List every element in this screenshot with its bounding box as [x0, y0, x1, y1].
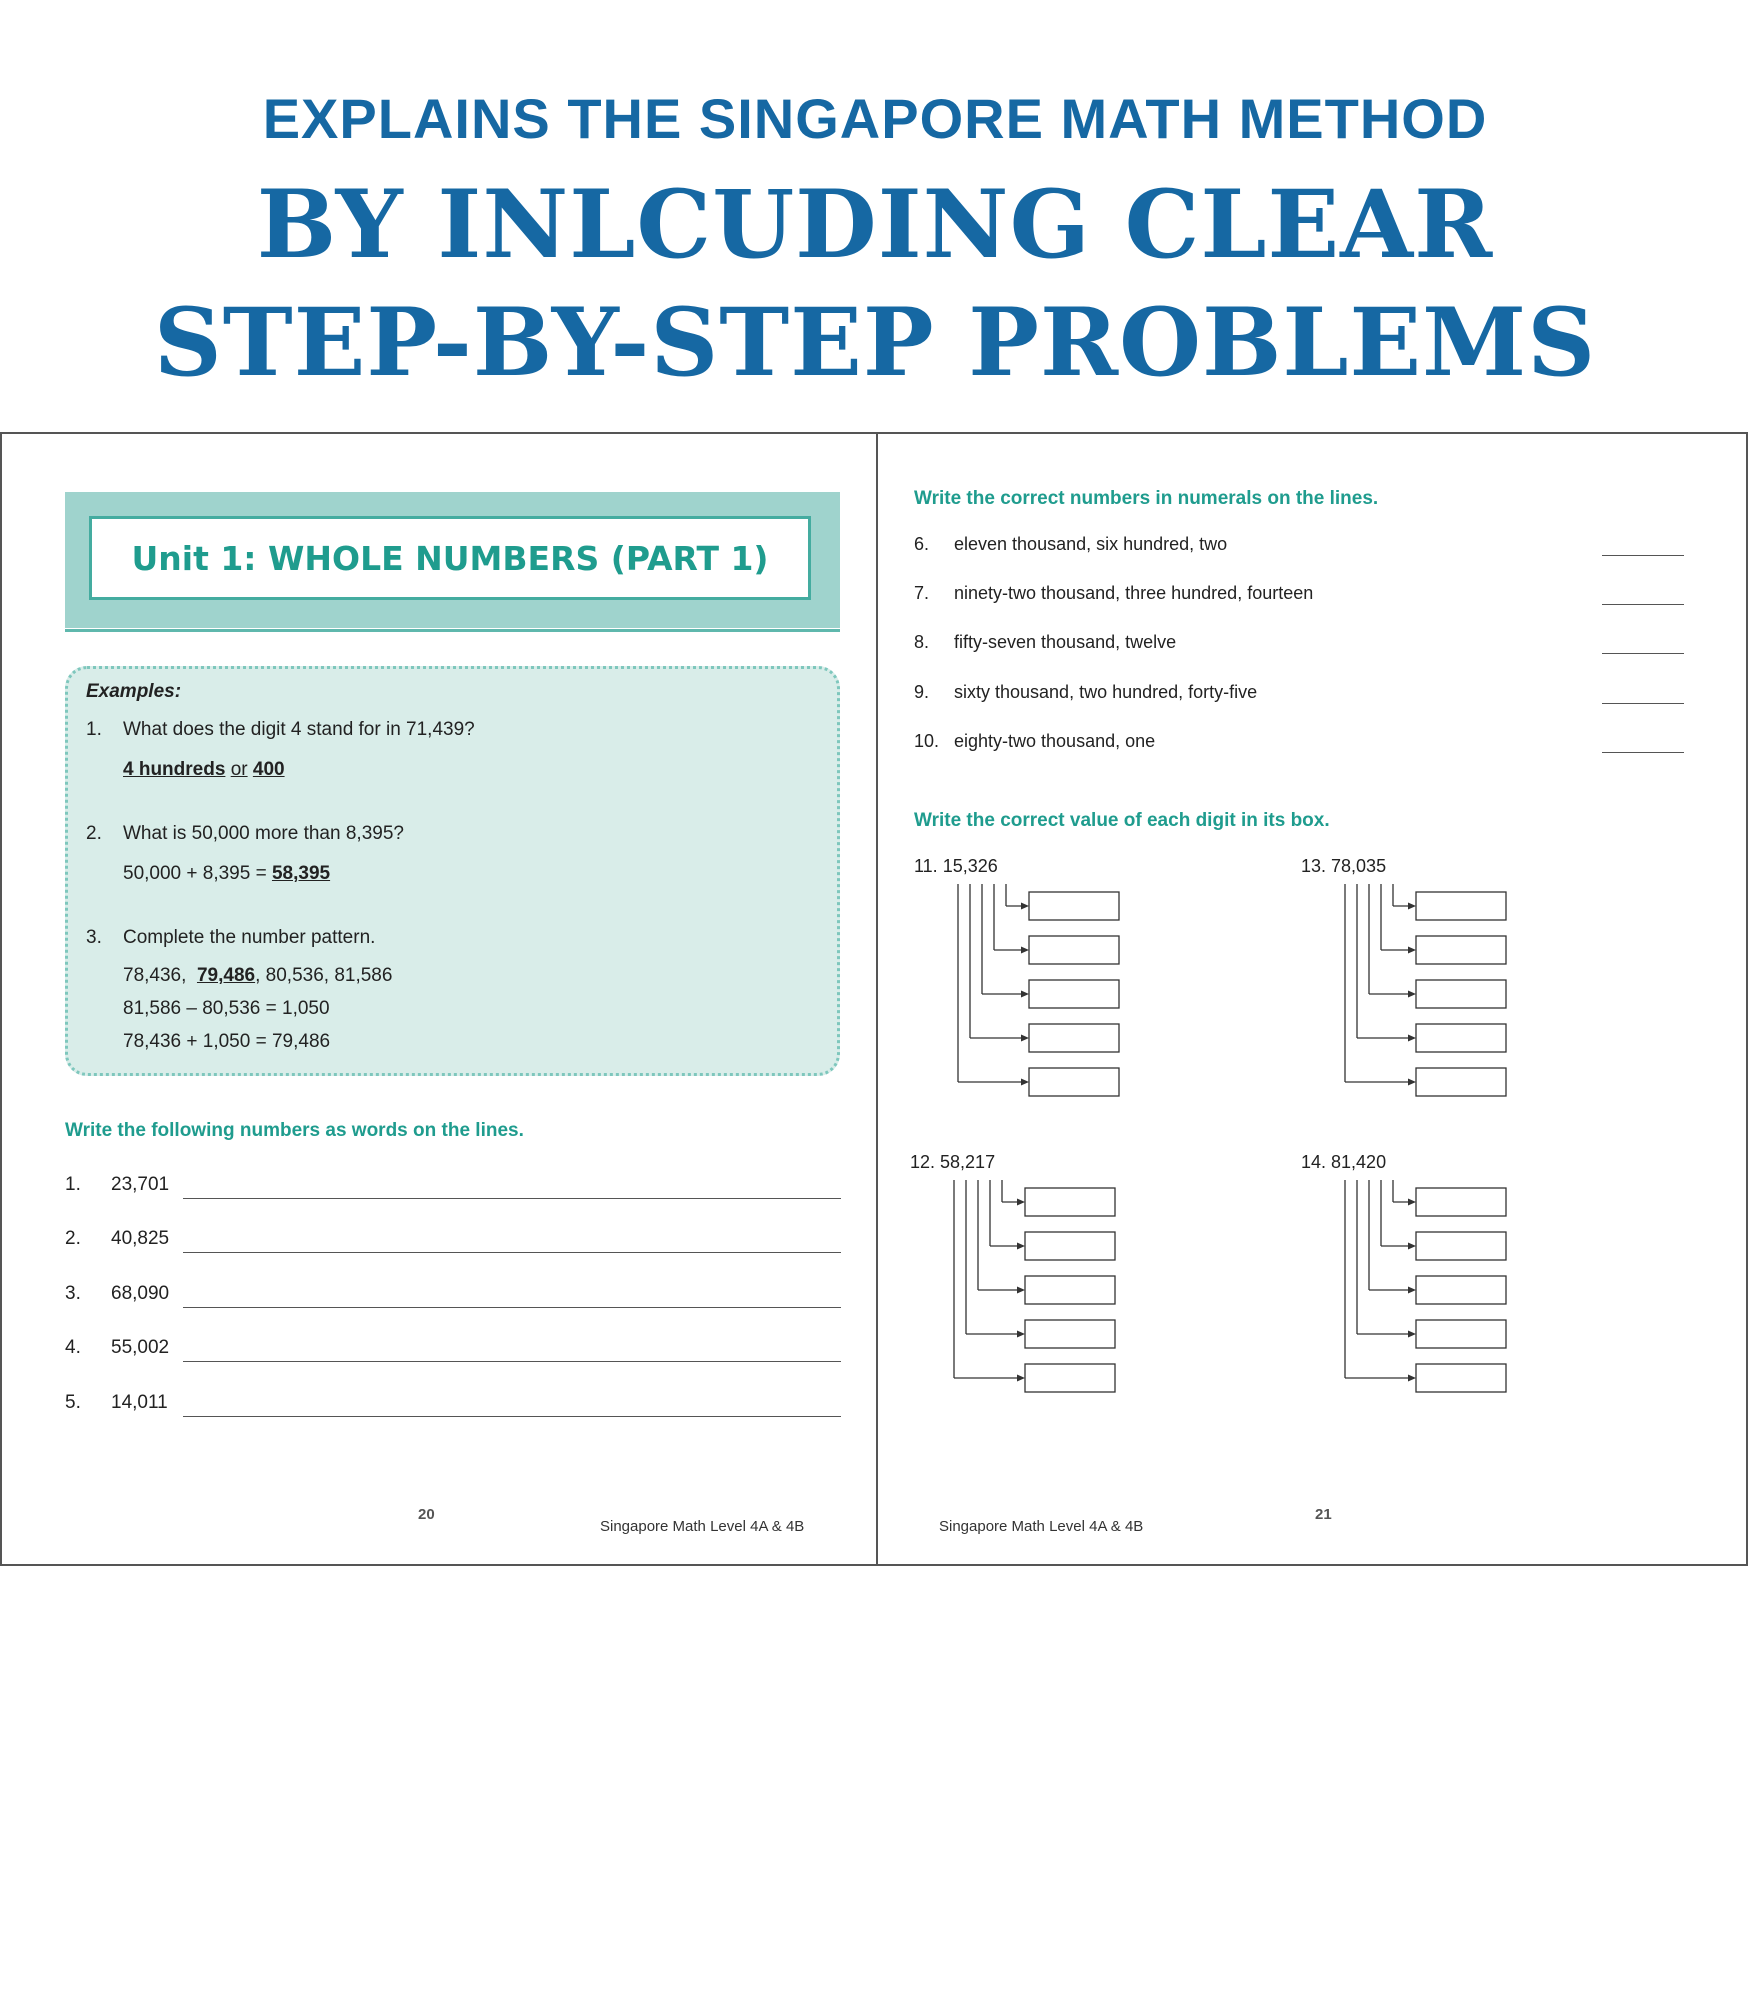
place-value-diagram	[914, 856, 1154, 1116]
digit-value-box[interactable]	[1416, 1364, 1506, 1392]
answer-line[interactable]	[183, 1416, 841, 1417]
headline-line-2: BY INLCUDING CLEAR	[256, 170, 1494, 280]
example-3-step-1: 81,586 – 80,536 = 1,050	[123, 998, 330, 1019]
answer-line[interactable]	[183, 1361, 841, 1362]
place-value-diagram	[1301, 1152, 1541, 1412]
arrow-icon	[1408, 1243, 1416, 1250]
unit-banner	[65, 492, 840, 628]
digit-problem-label: 11. 15,326	[914, 856, 998, 876]
digit-value-box[interactable]	[1029, 1024, 1119, 1052]
digit-problem-11	[914, 856, 1154, 1116]
digit-value-box[interactable]	[1025, 1232, 1115, 1260]
digit-value-box[interactable]	[1416, 1188, 1506, 1216]
arrow-icon	[1408, 991, 1416, 998]
words-row-5: 5. 14,011	[65, 1392, 841, 1422]
arrow-icon	[1408, 1331, 1416, 1338]
digit-value-box[interactable]	[1416, 1024, 1506, 1052]
digit-problem-12	[910, 1152, 1150, 1412]
digit-value-box[interactable]	[1025, 1320, 1115, 1348]
numerals-row-9: 9. sixty thousand, two hundred, forty-five	[914, 682, 1684, 712]
unit-title-box	[89, 516, 811, 600]
words-row-4: 4. 55,002	[65, 1337, 841, 1367]
arrow-icon	[1017, 1287, 1025, 1294]
page-number-left: 20	[418, 1506, 435, 1523]
digit-value-box[interactable]	[1029, 1068, 1119, 1096]
arrow-icon	[1021, 991, 1029, 998]
unit-title: Unit 1: WHOLE NUMBERS (PART 1)	[131, 538, 769, 578]
arrow-icon	[1408, 1035, 1416, 1042]
book-spine	[876, 434, 878, 1564]
digit-problem-label: 12. 58,217	[910, 1152, 996, 1172]
digit-value-box[interactable]	[1416, 1276, 1506, 1304]
arrow-icon	[1021, 947, 1029, 954]
place-value-diagram	[910, 1152, 1150, 1412]
arrow-icon	[1408, 903, 1416, 910]
arrow-icon	[1408, 1199, 1416, 1206]
examples-box	[65, 666, 840, 1076]
arrow-icon	[1017, 1375, 1025, 1382]
digit-value-box[interactable]	[1025, 1188, 1115, 1216]
example-1-number: 1.	[86, 719, 102, 740]
example-3-question: Complete the number pattern.	[123, 927, 376, 948]
digit-value-box[interactable]	[1416, 892, 1506, 920]
example-3-step-2: 78,436 + 1,050 = 79,486	[123, 1031, 331, 1052]
digit-value-box[interactable]	[1416, 1232, 1506, 1260]
digit-value-box[interactable]	[1029, 892, 1119, 920]
example-2-number: 2.	[86, 823, 102, 844]
answer-line[interactable]	[183, 1307, 841, 1308]
words-section-title: Write the following numbers as words on the lines.	[65, 1120, 524, 1141]
digit-value-box[interactable]	[1416, 980, 1506, 1008]
answer-line[interactable]	[183, 1252, 841, 1253]
numerals-row-8: 8. fifty-seven thousand, twelve	[914, 632, 1684, 662]
footer-right: Singapore Math Level 4A & 4B	[939, 1518, 1144, 1535]
page-number-right: 21	[1315, 1506, 1332, 1523]
example-3-number: 3.	[86, 927, 102, 948]
words-row-3: 3. 68,090	[65, 1283, 841, 1313]
arrow-icon	[1017, 1199, 1025, 1206]
arrow-icon	[1017, 1331, 1025, 1338]
arrow-icon	[1408, 1287, 1416, 1294]
digit-value-box[interactable]	[1025, 1276, 1115, 1304]
answer-blank[interactable]	[1602, 752, 1684, 753]
numerals-row-6: 6. eleven thousand, six hundred, two	[914, 534, 1684, 564]
answer-blank[interactable]	[1602, 653, 1684, 654]
numerals-section-title: Write the correct numbers in numerals on the lines.	[914, 488, 1379, 509]
example-3-pattern: 78,436, 79,486, 80,536, 81,586	[123, 965, 393, 986]
answer-blank[interactable]	[1602, 604, 1684, 605]
digit-problem-13	[1301, 856, 1541, 1116]
headline-line-1: EXPLAINS THE SINGAPORE MATH METHOD	[262, 87, 1488, 150]
answer-blank[interactable]	[1602, 703, 1684, 704]
arrow-icon	[1408, 1375, 1416, 1382]
digit-problem-label: 13. 78,035	[1301, 856, 1387, 876]
digits-section-title: Write the correct value of each digit in its box.	[914, 810, 1330, 831]
digit-value-box[interactable]	[1029, 980, 1119, 1008]
example-2-question: What is 50,000 more than 8,395?	[123, 823, 404, 844]
example-1-answer: 4 hundreds or 400	[123, 759, 285, 780]
footer-left: Singapore Math Level 4A & 4B	[600, 1518, 805, 1535]
arrow-icon	[1021, 1079, 1029, 1086]
place-value-diagram	[1301, 856, 1541, 1116]
arrow-icon	[1017, 1243, 1025, 1250]
arrow-icon	[1408, 1079, 1416, 1086]
digit-value-box[interactable]	[1416, 1320, 1506, 1348]
digit-problem-label: 14. 81,420	[1301, 1152, 1387, 1172]
headline-line-3: STEP-BY-STEP PROBLEMS	[153, 288, 1597, 398]
answer-line[interactable]	[183, 1198, 841, 1199]
arrow-icon	[1021, 903, 1029, 910]
digit-value-box[interactable]	[1416, 936, 1506, 964]
unit-banner-rule	[65, 629, 840, 632]
numerals-row-7: 7. ninety-two thousand, three hundred, fourteen	[914, 583, 1684, 613]
digit-problem-14	[1301, 1152, 1541, 1412]
example-1-question: What does the digit 4 stand for in 71,439?	[123, 719, 475, 740]
arrow-icon	[1021, 1035, 1029, 1042]
words-row-1: 1. 23,701	[65, 1174, 841, 1204]
words-row-2: 2. 40,825	[65, 1228, 841, 1258]
digit-value-box[interactable]	[1025, 1364, 1115, 1392]
example-2-equation: 50,000 + 8,395 = 58,395	[123, 863, 331, 884]
digit-value-box[interactable]	[1416, 1068, 1506, 1096]
answer-blank[interactable]	[1602, 555, 1684, 556]
examples-heading: Examples:	[86, 681, 182, 702]
workbook-spread	[0, 432, 1748, 1566]
digit-value-box[interactable]	[1029, 936, 1119, 964]
numerals-row-10: 10. eighty-two thousand, one	[914, 731, 1684, 761]
arrow-icon	[1408, 947, 1416, 954]
